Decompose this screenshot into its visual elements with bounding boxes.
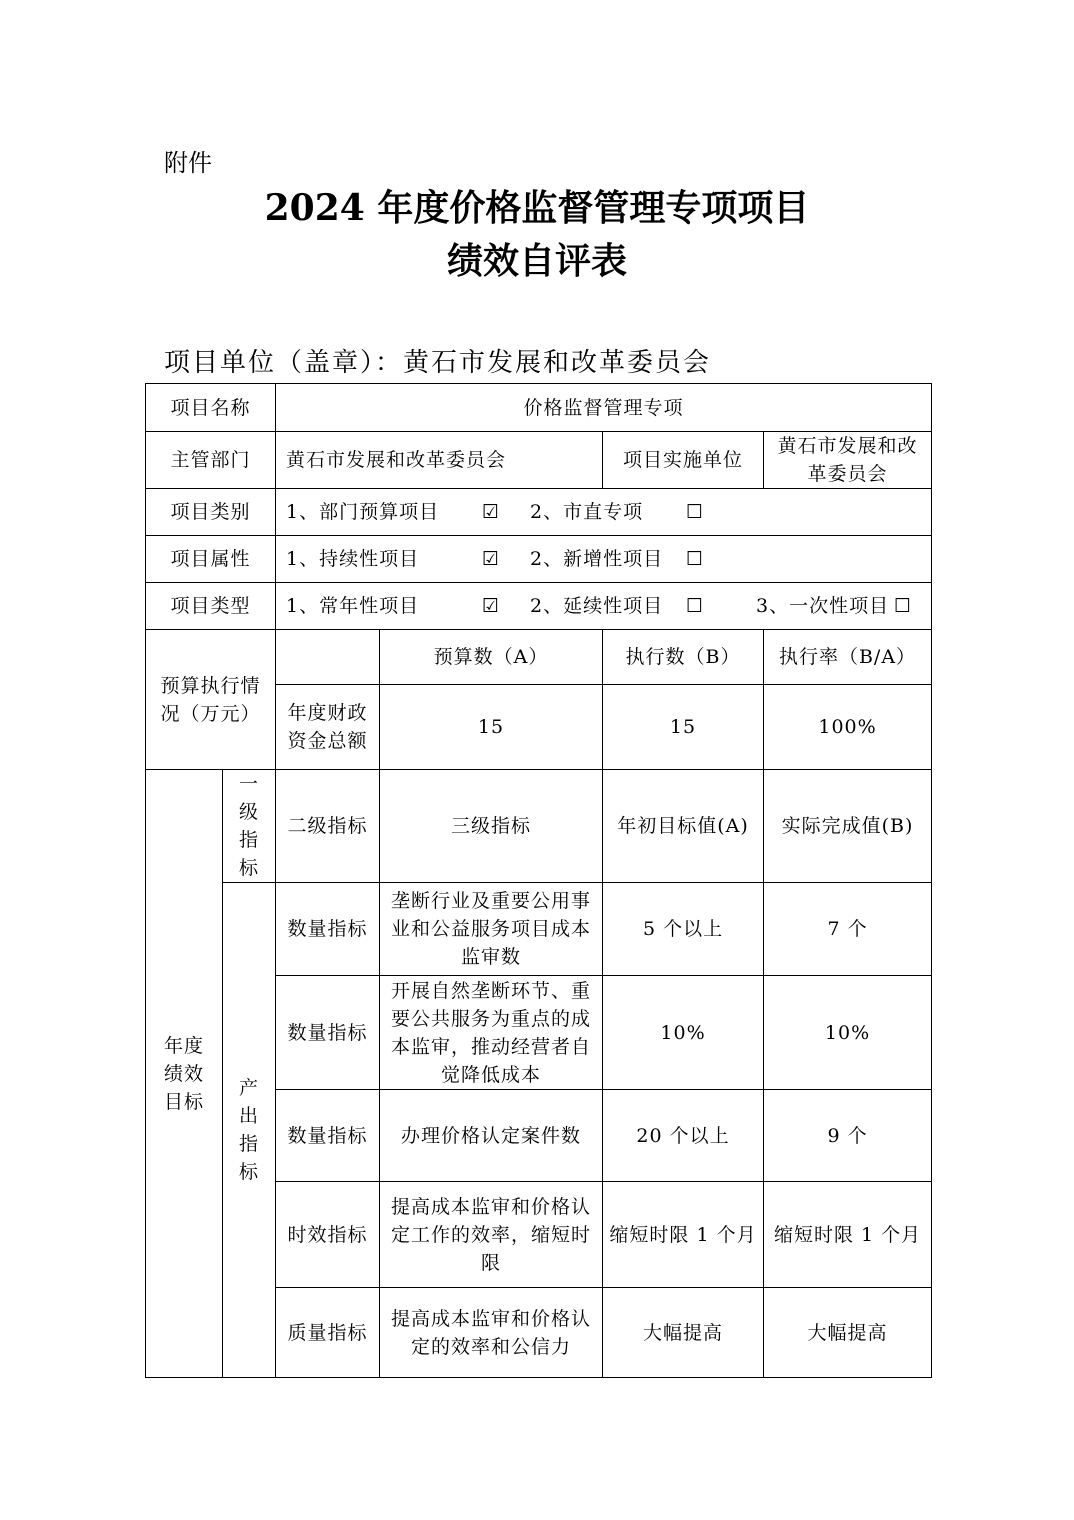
indicator-actual: 9 个	[764, 1090, 932, 1182]
annual-goals-label: 年度绩效目标	[146, 770, 223, 1378]
type-option-3: 3、一次性项目	[756, 595, 890, 617]
budget-col-b-header: 执行数（B）	[603, 630, 764, 685]
dept-label: 主管部门	[146, 432, 276, 489]
project-unit-line: 项目单位（盖章）：黄石市发展和改革委员会	[164, 348, 712, 378]
unchecked-box-icon[interactable]: ☐	[686, 548, 705, 570]
checked-box-icon[interactable]: ☑	[482, 595, 501, 617]
type-option-2: 2、延续性项目	[530, 595, 664, 617]
indicator-target: 大幅提高	[603, 1288, 764, 1378]
category-options	[276, 489, 932, 536]
actual-header: 实际完成值(B)	[764, 770, 932, 883]
attribute-option-2: 2、新增性项目	[530, 548, 664, 570]
budget-col-rate-header: 执行率（B/A）	[764, 630, 932, 685]
indicator-level2: 数量指标	[276, 883, 380, 976]
checked-box-icon[interactable]: ☑	[482, 548, 501, 570]
type-option-1: 1、常年性项目	[286, 595, 420, 617]
unchecked-box-icon[interactable]: ☐	[686, 595, 705, 617]
indicator-actual: 大幅提高	[764, 1288, 932, 1378]
level3-header: 三级指标	[380, 770, 603, 883]
indicator-level2: 数量指标	[276, 1090, 380, 1182]
level2-header: 二级指标	[276, 770, 380, 883]
project-name-label: 项目名称	[146, 384, 276, 432]
level1-header: 一级指标	[223, 770, 276, 883]
indicator-target: 缩短时限 1 个月	[603, 1182, 764, 1288]
indicator-actual: 10%	[764, 976, 932, 1090]
category-label: 项目类别	[146, 489, 276, 536]
indicator-actual: 缩短时限 1 个月	[764, 1182, 932, 1288]
budget-a-value: 15	[380, 685, 603, 770]
document-title-line-1: 2024 年度价格监督管理专项项目	[264, 187, 810, 229]
unchecked-box-icon[interactable]: ☐	[686, 501, 705, 523]
dept-value: 黄石市发展和改革委员会	[276, 432, 603, 489]
indicator-level2: 质量指标	[276, 1288, 380, 1378]
budget-row-label: 年度财政资金总额	[276, 685, 380, 770]
indicator-level3: 提高成本监审和价格认定的效率和公信力	[380, 1288, 603, 1378]
self-evaluation-table	[145, 383, 932, 1378]
indicator-level3: 开展自然垄断环节、重要公共服务为重点的成本监审，推动经营者自觉降低成本	[380, 976, 603, 1090]
indicator-level2: 数量指标	[276, 976, 380, 1090]
impl-unit-value: 黄石市发展和改革委员会	[764, 432, 932, 489]
budget-col-a-header: 预算数（A）	[380, 630, 603, 685]
indicator-target: 20 个以上	[603, 1090, 764, 1182]
budget-header-blank	[276, 630, 380, 685]
budget-rate-value: 100%	[764, 685, 932, 770]
attribute-label: 项目属性	[146, 536, 276, 583]
indicator-level3: 办理价格认定案件数	[380, 1090, 603, 1182]
indicator-actual: 7 个	[764, 883, 932, 976]
category-option-2: 2、市直专项	[530, 501, 644, 523]
indicator-level2: 时效指标	[276, 1182, 380, 1288]
output-indicator-label: 产出指标	[223, 883, 276, 1378]
budget-b-value: 15	[603, 685, 764, 770]
type-options	[276, 583, 932, 630]
indicator-level3: 垄断行业及重要公用事业和公益服务项目成本监审数	[380, 883, 603, 976]
indicator-target: 5 个以上	[603, 883, 764, 976]
category-option-1: 1、部门预算项目	[286, 501, 440, 523]
checked-box-icon[interactable]: ☑	[482, 501, 501, 523]
project-name-value: 价格监督管理专项	[276, 384, 932, 432]
attribute-option-1: 1、持续性项目	[286, 548, 420, 570]
impl-unit-label: 项目实施单位	[603, 432, 764, 489]
attribute-options	[276, 536, 932, 583]
unchecked-box-icon[interactable]: ☐	[894, 595, 913, 617]
indicator-level3: 提高成本监审和价格认定工作的效率，缩短时限	[380, 1182, 603, 1288]
target-header: 年初目标值(A)	[603, 770, 764, 883]
attachment-label: 附件	[164, 149, 212, 177]
budget-label: 预算执行情况（万元）	[146, 630, 276, 770]
type-label: 项目类型	[146, 583, 276, 630]
document-title-line-2: 绩效自评表	[446, 240, 627, 282]
indicator-target: 10%	[603, 976, 764, 1090]
